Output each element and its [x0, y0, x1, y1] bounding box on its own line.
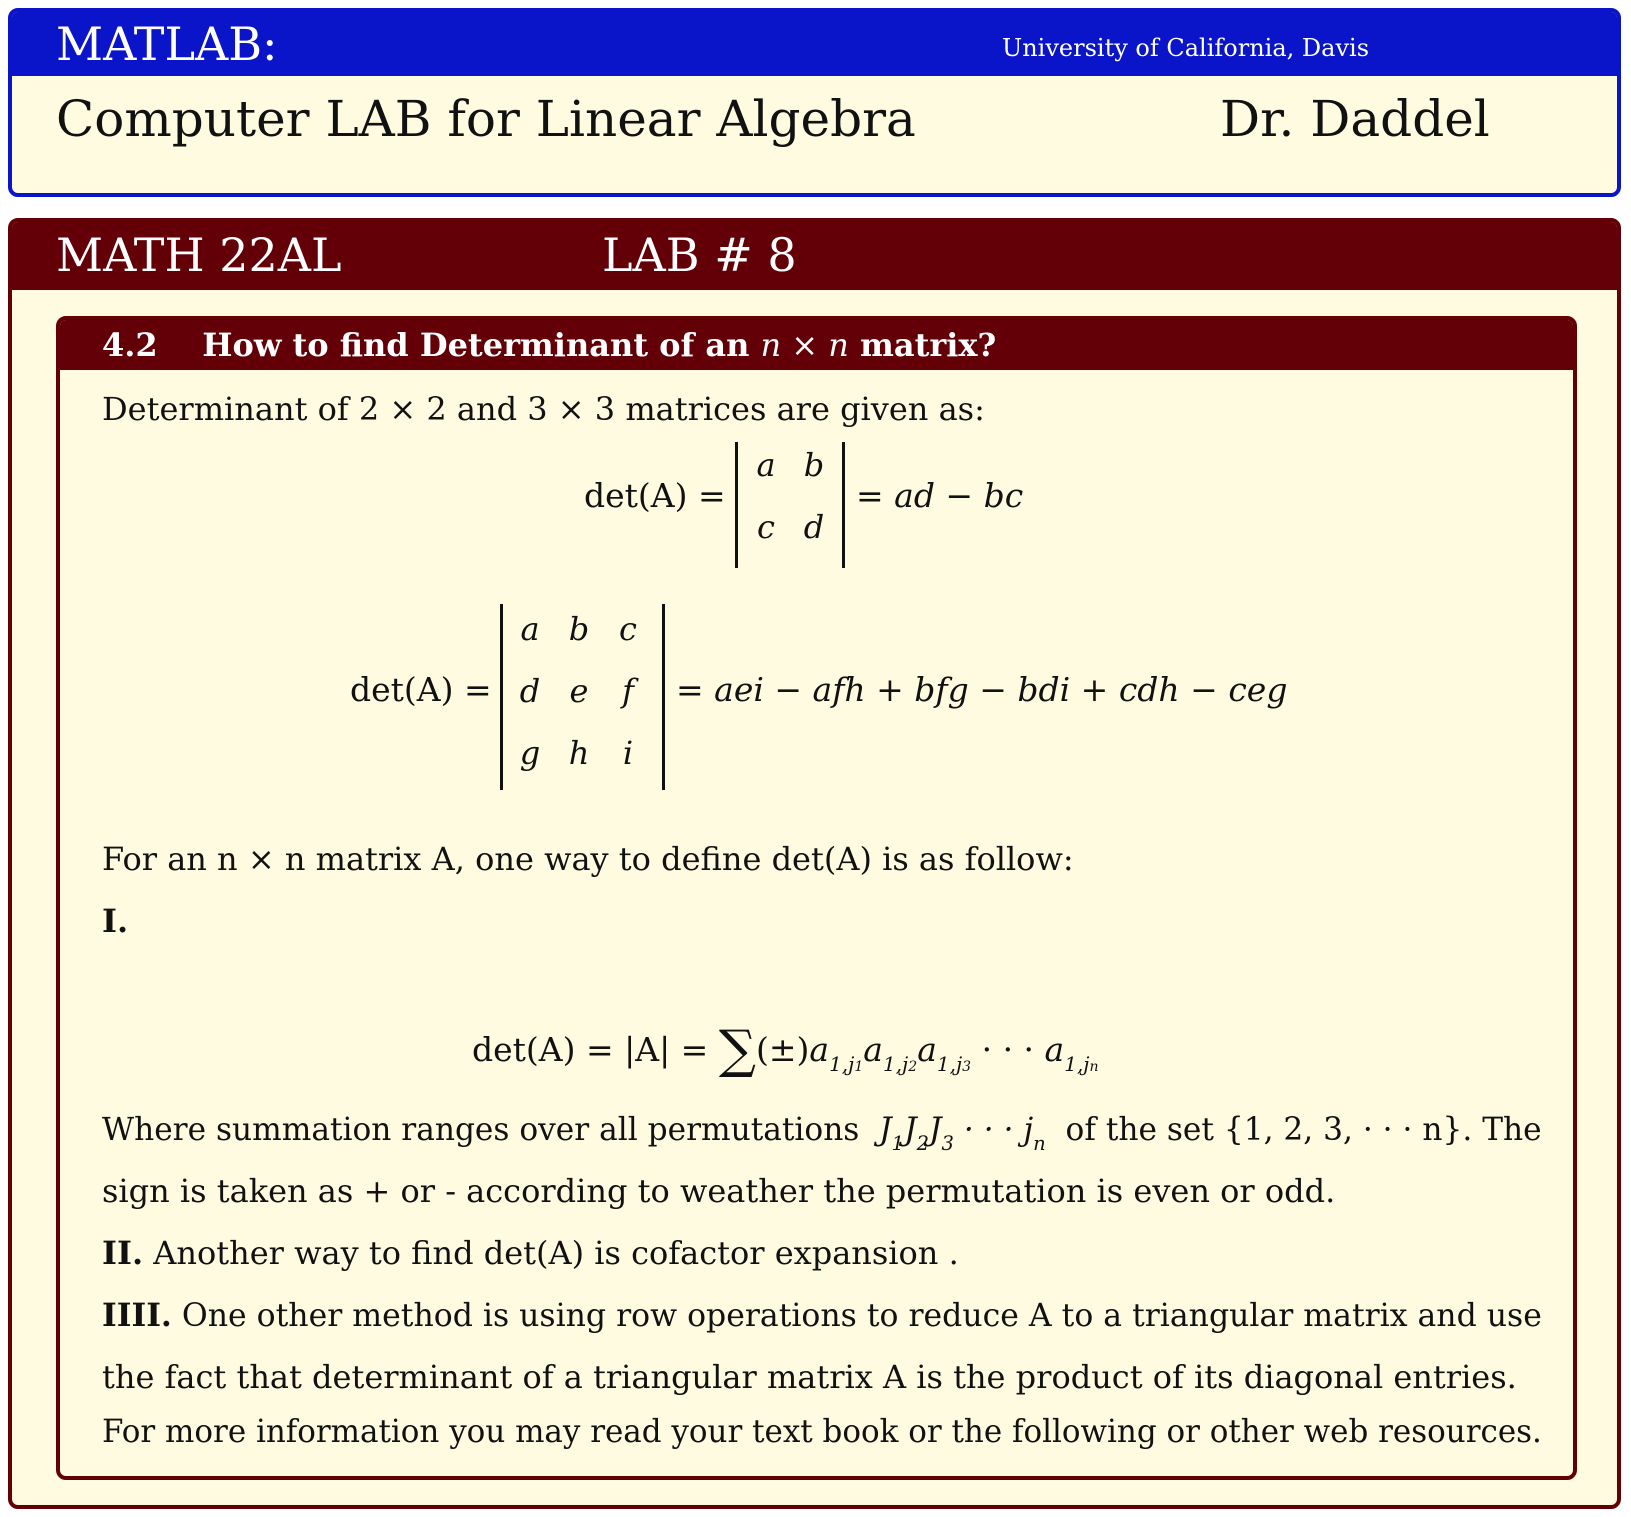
header-box [8, 8, 1621, 197]
method2-label: II. [102, 1234, 144, 1272]
section-title [102, 320, 996, 370]
eq3-entry: c [619, 610, 637, 648]
eq-sum: $\det(A) = |A| = \sum(\pm)a_{1,j1}a_{1,j2}a_{1,j3}$ · · · $a_{1,jn}$ [472, 1020, 1099, 1080]
section-box [56, 316, 1577, 1480]
eq3-entry: h [568, 734, 590, 772]
eq2-entry: a [756, 446, 776, 484]
where-line-1: Where summation ranges over all permutations $J_1J_2J_3$ · · · $j_n$ of the set {1, 2, 3, · · · n}. The [102, 1110, 1542, 1155]
eq2-entry: d [803, 508, 825, 546]
method3-text: One other method is using row operations to reduce A to a triangular matrix and use [181, 1296, 1542, 1334]
method3 [102, 1296, 1542, 1334]
eq3-rhs: = aei − afh + bfg − bdi + cdh − ceg [676, 670, 1288, 709]
eq3-lhs: det(A) = [350, 670, 492, 709]
header-title: MATLAB: [56, 17, 278, 71]
method1-label: I. [102, 902, 129, 940]
where-perm-text: of the set {1, 2, 3, · · · n}. The [1065, 1110, 1542, 1148]
section-title-post: matrix? [860, 326, 997, 364]
method2 [102, 1234, 959, 1272]
eq2-bar-left [735, 442, 738, 568]
section-title-pre: How to find Determinant of an [202, 326, 750, 364]
eq2-lhs: det(A) = [584, 476, 726, 515]
eq3-entry: f [622, 672, 634, 710]
lab-course: MATH 22AL [56, 228, 342, 282]
sigma-symbol: ∑ [718, 1020, 756, 1080]
eq3-bar-right [662, 604, 665, 790]
where-text: Where summation ranges over all permutations [102, 1110, 860, 1148]
course-title: Computer LAB for Linear Algebra [56, 90, 916, 148]
where-line-2: sign is taken as + or - according to weather the permutation is even or odd. [102, 1172, 1336, 1210]
instructor-name: Dr. Daddel [1220, 90, 1490, 148]
eq3-bar-left [500, 604, 503, 790]
eq3-entry: e [569, 672, 589, 710]
method3-label: IIII. [102, 1296, 172, 1334]
eq2-entry: c [757, 508, 775, 546]
eq-sum-pm: (±) [755, 1030, 810, 1069]
eq2-entry: b [803, 446, 825, 484]
eq2-bar-right [842, 442, 845, 568]
intro-text: Determinant of 2 × 2 and 3 × 3 matrices are given as: [102, 390, 985, 428]
method2-text: Another way to find det(A) is cofactor expansion . [153, 1234, 959, 1272]
eq3-entry: i [622, 734, 634, 772]
nxn-intro: For an n × n matrix A, one way to define det(A) is as follow: [102, 840, 1074, 878]
section-title-math: n × n [760, 326, 849, 364]
eq3-entry: g [519, 734, 541, 772]
more-info: For more information you may read your text book or the following or other web resources. [102, 1412, 1542, 1450]
university-label: University of California, Davis [1002, 34, 1370, 62]
lab-number: LAB # 8 [602, 228, 797, 282]
eq3-entry: b [568, 610, 590, 648]
eq3-entry: a [520, 610, 540, 648]
section-number: 4.2 [102, 326, 158, 364]
eq2-rhs: = ad − bc [856, 476, 1024, 515]
method3-line-2: the fact that determinant of a triangular matrix A is the product of its diagonal entries. [102, 1358, 1517, 1396]
lab-box [8, 218, 1621, 1509]
eq3-entry: d [519, 672, 541, 710]
eq-sum-lhs: det(A) = |A| = [472, 1030, 709, 1069]
